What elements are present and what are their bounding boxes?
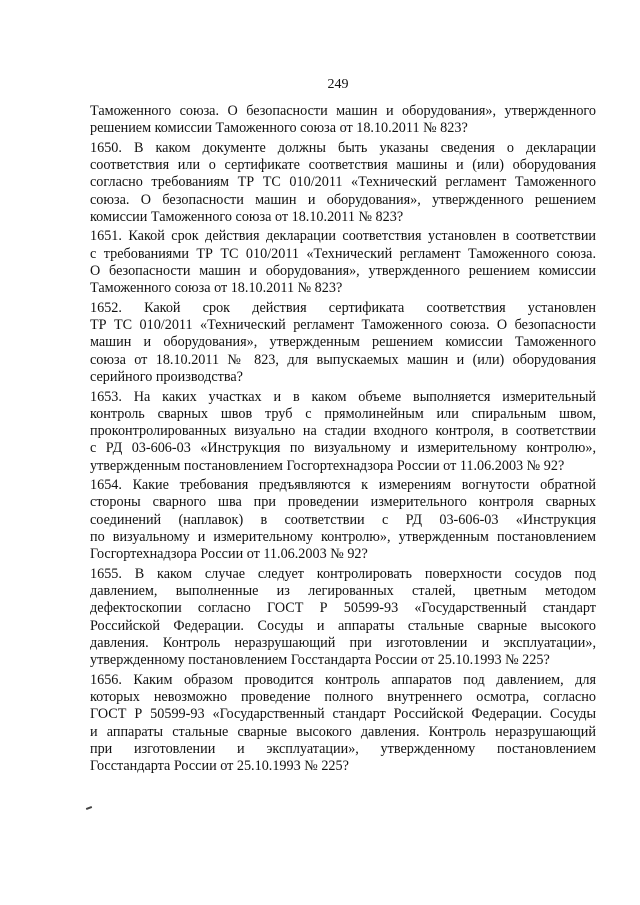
page-number: 249 — [327, 77, 349, 92]
text-line: союза. О безопасности машин и оборудования», утвержденного решением — [90, 191, 596, 208]
text-line: серийного производства? — [90, 369, 243, 386]
question-paragraph — [90, 103, 596, 138]
text-line: которых невозможно проведение полного внутреннего осмотра, согласно — [90, 689, 596, 706]
question-paragraph — [90, 566, 596, 670]
text-line: 1651. Какой срок действия декларации соответствия установлен в соответствии — [90, 228, 596, 245]
text-line: с РД 03-606-03 «Инструкция по визуальному и измерительному контролю», — [90, 440, 596, 457]
text-line: соединений (наплавок) в соответствии с РД 03-606-03 «Инструкция — [90, 511, 596, 528]
question-paragraph — [90, 672, 596, 776]
text-line: и аппараты стальные сварные высокого давления. Контроль неразрушающий — [90, 723, 596, 740]
text-line: стороны сварного шва при проведении измерительного контроля сварных — [90, 494, 596, 511]
text-line: согласно требованиям ТР ТС 010/2011 «Технический регламент Таможенного — [90, 174, 596, 191]
text-line: при изготовлении и эксплуатации», утвержденному постановлением — [90, 741, 596, 757]
text-line: 1652. Какой срок действия сертификата соответствия установлен — [90, 299, 596, 316]
text-line: утвержденному постановлением Госстандарта России от 25.10.1993 № 225? — [90, 652, 550, 669]
text-line: дефектоскопии согласно ГОСТ Р 50599-93 «Государственный стандарт — [90, 600, 596, 617]
text-line: с требованиями ТР ТС 010/2011 «Технический регламент Таможенного союза. — [90, 245, 596, 262]
scan-mark — [86, 806, 92, 810]
text-line: комиссии Таможенного союза от 18.10.2011 № 823? — [90, 208, 404, 225]
text-line: 1656. Каким образом проводится контроль аппаратов под давлением, для — [90, 671, 596, 688]
text-line: 1655. В каком случае следует контролировать поверхности сосудов под — [90, 565, 596, 582]
text-line: 1650. В каком документе должны быть указаны сведения о декларации — [90, 139, 596, 156]
text-line: утвержденным постановлением Госгортехнадзора России от 11.06.2003 № 92? — [90, 457, 565, 474]
text-line: ТР ТС 010/2011 «Технический регламент Таможенного союза. О безопасности — [90, 317, 596, 334]
text-line: Госгортехнадзора России от 11.06.2003 № 92? — [90, 546, 368, 563]
text-line: машин и оборудования», утвержденным решением комиссии Таможенного — [90, 334, 596, 351]
text-line: соответствия или о сертификате соответствия машины и (или) оборудования — [90, 157, 596, 174]
text-line: ГОСТ Р 50599-93 «Государственный стандарт Российской Федерации. Сосуды — [90, 706, 596, 723]
text-line: по визуальному и измерительному контролю», утвержденным постановлением — [90, 529, 596, 546]
question-paragraph — [90, 228, 596, 297]
document-body — [90, 103, 596, 778]
text-line: контроль сварных швов труб с прямолинейным или спиральным швом, — [90, 405, 596, 422]
text-line: решением комиссии Таможенного союза от 18.10.2011 № 823? — [90, 120, 468, 137]
question-paragraph — [90, 477, 596, 563]
text-line: Таможенного союза от 18.10.2011 № 823? — [90, 280, 343, 297]
text-line: давления. Контроль неразрушающий при изготовлении и эксплуатации», — [90, 635, 596, 652]
text-line: союза от 18.10.2011 № 823, для выпускаемых машин и (или) оборудования — [90, 351, 596, 368]
question-paragraph — [90, 300, 596, 386]
text-line: О безопасности машин и оборудования», утвержденного решением комиссии — [90, 263, 596, 280]
text-line: 1654. Какие требования предъявляются к измерениям вогнутости обратной — [90, 477, 596, 494]
question-paragraph — [90, 389, 596, 475]
text-line: проконтролированных визуально на стадии входного контроля, в соответствии — [90, 423, 596, 440]
text-line: Российской Федерации. Сосуды и аппараты стальные сварные высокого — [90, 617, 596, 634]
text-line: Госстандарта России от 25.10.1993 № 225? — [90, 758, 349, 775]
question-paragraph — [90, 140, 596, 226]
text-line: 1653. На каких участках и в каком объеме выполняется измерительный — [90, 388, 596, 405]
text-line: Таможенного союза. О безопасности машин и оборудования», утвержденного — [90, 103, 596, 119]
text-line: давлением, выполненные из легированных сталей, цветным методом — [90, 583, 596, 600]
